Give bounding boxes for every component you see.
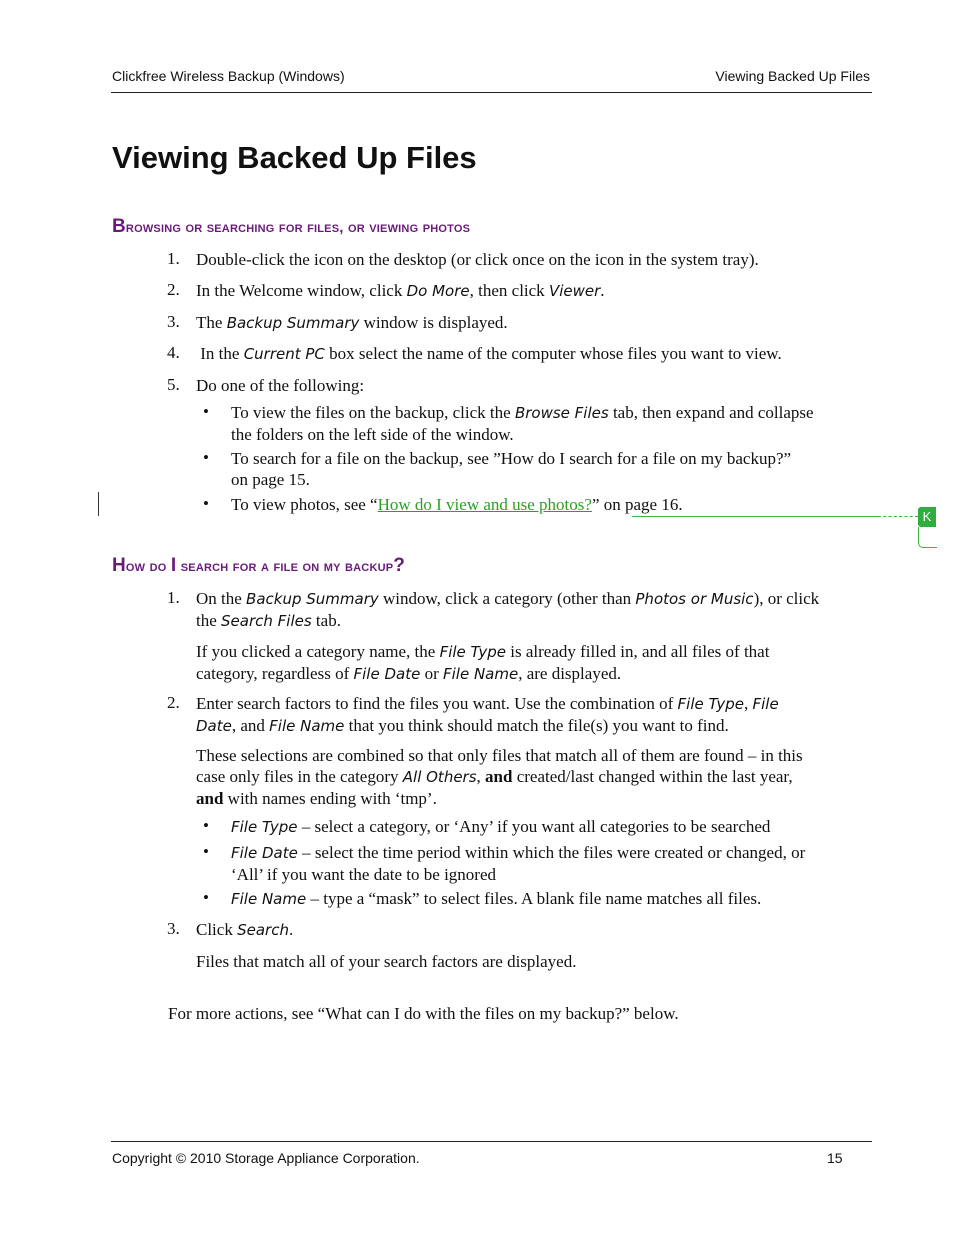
- bullet: •: [203, 494, 209, 513]
- ui-term: Browse Files: [514, 404, 609, 422]
- bullet: •: [203, 888, 209, 907]
- copyright: Copyright © 2010 Storage Appliance Corporation.: [112, 1150, 420, 1166]
- ui-term: Backup Summary: [226, 314, 360, 332]
- closing-paragraph: For more actions, see “What can I do with the files on my backup?” below.: [168, 1004, 679, 1023]
- step-text: Click Search.: [196, 920, 294, 939]
- comment-leader-line: [632, 516, 878, 517]
- step-text: Enter search factors to find the files you want. Use the combination of File Type, File Date, and File Name that you think should match the file(s) you want to find.: [196, 694, 779, 735]
- section-heading-search: How do I search for a file on my backup?: [112, 555, 406, 576]
- step-result: Files that match all of your search factors are displayed.: [196, 952, 577, 971]
- step-number: 3.: [167, 919, 180, 938]
- step-number: 2.: [167, 280, 180, 299]
- ui-term: Search Files: [221, 612, 312, 630]
- step-number: 3.: [167, 312, 180, 331]
- bullet-text: File Date – select the time period within which the files were created or changed, or ‘All’ if you want the date to be ignored: [231, 843, 806, 884]
- comment-leader-dash: [878, 516, 918, 517]
- bullet-text: File Type – select a category, or ‘Any’ if you want all categories to be searched: [231, 817, 771, 836]
- header-rule: [111, 92, 872, 93]
- bullet: •: [203, 816, 209, 835]
- bullet-text: To view the files on the backup, click the Browse Files tab, then expand and collapse the folders on the left side of the window.: [231, 403, 814, 444]
- comment-bracket: [918, 527, 937, 548]
- step-number: 4.: [167, 343, 180, 362]
- ui-term: Viewer: [548, 282, 601, 300]
- ui-term: Do More: [406, 282, 470, 300]
- section-heading-browsing: [112, 216, 470, 238]
- heading-rest: rowsing or searching for files, or viewing photos: [125, 219, 471, 236]
- page-title: Viewing Backed Up Files: [112, 140, 477, 175]
- step-text: In the Welcome window, click Do More, then click Viewer.: [196, 281, 605, 300]
- bullet: •: [203, 402, 209, 421]
- heading-initial: B: [112, 216, 126, 237]
- ui-term: Backup Summary: [246, 590, 379, 608]
- ui-term: Current PC: [243, 345, 325, 363]
- comment-marker[interactable]: K: [918, 507, 936, 527]
- step-paragraph: If you clicked a category name, the File Type is already filled in, and all files of that category, regardless of File Date or File Name, are displayed.: [196, 642, 770, 683]
- step-number: 1.: [167, 588, 180, 607]
- bullet: •: [203, 842, 209, 861]
- cross-reference-link[interactable]: How do I view and use photos?: [377, 495, 592, 514]
- footer-rule: [111, 1141, 872, 1142]
- step-text: Do one of the following:: [196, 376, 365, 395]
- running-header-right: Viewing Backed Up Files: [715, 68, 870, 84]
- bullet-text: To view photos, see “How do I view and use photos?” on page 16.: [231, 495, 683, 514]
- bullet: •: [203, 448, 209, 467]
- step-text: In the Current PC box select the name of the computer whose files you want to view.: [196, 344, 782, 363]
- bullet-text: To search for a file on the backup, see ”How do I search for a file on my backup?” on page 15.: [231, 449, 792, 489]
- step-number: 2.: [167, 693, 180, 712]
- running-header-left: Clickfree Wireless Backup (Windows): [112, 68, 345, 84]
- page-number: 15: [827, 1150, 843, 1166]
- ui-term: Photos or Music: [635, 590, 754, 608]
- step-text: Double-click the icon on the desktop (or click once on the icon in the system tray).: [196, 250, 759, 269]
- change-bar: [98, 492, 99, 516]
- step-paragraph: These selections are combined so that only files that match all of them are found – in this case only files in the category All Others, and created/last changed within the last year, and with names ending with ‘tmp’.: [196, 746, 803, 808]
- bullet-text: File Name – type a “mask” to select files. A blank file name matches all files.: [231, 889, 762, 908]
- step-text: The Backup Summary window is displayed.: [196, 313, 508, 332]
- step-number: 5.: [167, 375, 180, 394]
- step-text: On the Backup Summary window, click a category (other than Photos or Music), or click the Search Files tab.: [196, 589, 820, 630]
- step-number: 1.: [167, 249, 180, 268]
